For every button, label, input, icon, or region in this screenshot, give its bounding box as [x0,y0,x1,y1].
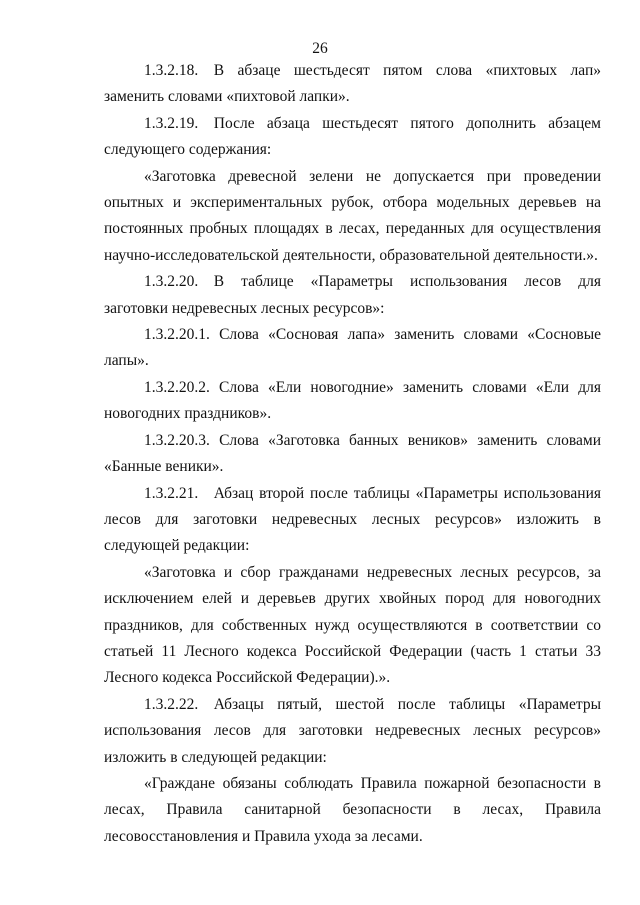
quoted-paragraph-green-wood: «Заготовка древесной зелени не допускается при проведении опытных и экспериментальных рубок, отбора модельных деревьев на постоянных пробных площадях в лесах, переданных для осуществления научно-исследовательской деятельности, образовательной деятельности.». [104,167,601,264]
document-body [104,58,601,850]
paragraph-1-3-2-20-1: 1.3.2.20.1. Слова «Сосновая лапа» заменить словами «Сосновые лапы». [104,326,601,370]
page-number: 26 [312,40,328,57]
paragraph-1-3-2-18: 1.3.2.18. В абзаце шестьдесят пятом слова «пихтовых лап» заменить словами «пихтовой лапки». [104,62,601,106]
paragraph-1-3-2-20-2: 1.3.2.20.2. Слова «Ели новогодние» заменить словами «Ели для новогодних праздников». [104,378,601,423]
paragraph-1-3-2-19: 1.3.2.19. После абзаца шестьдесят пятого дополнить абзацем следующего содержания: [104,114,601,159]
paragraph-1-3-2-21: 1.3.2.21. Абзац второй после таблицы «Параметры использования лесов для заготовки недревесных лесных ресурсов» изложить в следующей редакции: [104,484,601,555]
paragraph-1-3-2-20-3: 1.3.2.20.3. Слова «Заготовка банных веников» заменить словами «Банные веники». [104,431,601,476]
quoted-paragraph-collection: «Заготовка и сбор гражданами недревесных лесных ресурсов, за исключением елей и деревьев других хвойных пород для новогодних праздников, для собственных нужд осуществляются в соответствии со статьей 11 Лесного кодекса Российской Федерации (часть 1 статьи 33 Лесного кодекса Российской Федерации).». [104,563,601,687]
paragraph-1-3-2-22: 1.3.2.22. Абзацы пятый, шестой после таблицы «Параметры использования лесов для заготовки недревесных лесных ресурсов» изложить в следующей редакции: [104,695,601,766]
quoted-paragraph-rules: «Граждане обязаны соблюдать Правила пожарной безопасности в лесах, Правила санитарной безопасности в лесах, Правила лесовосстановления и Правила ухода за лесами. [104,774,601,845]
paragraph-1-3-2-20: 1.3.2.20. В таблице «Параметры использования лесов для заготовки недревесных лесных ресурсов»: [104,273,601,317]
